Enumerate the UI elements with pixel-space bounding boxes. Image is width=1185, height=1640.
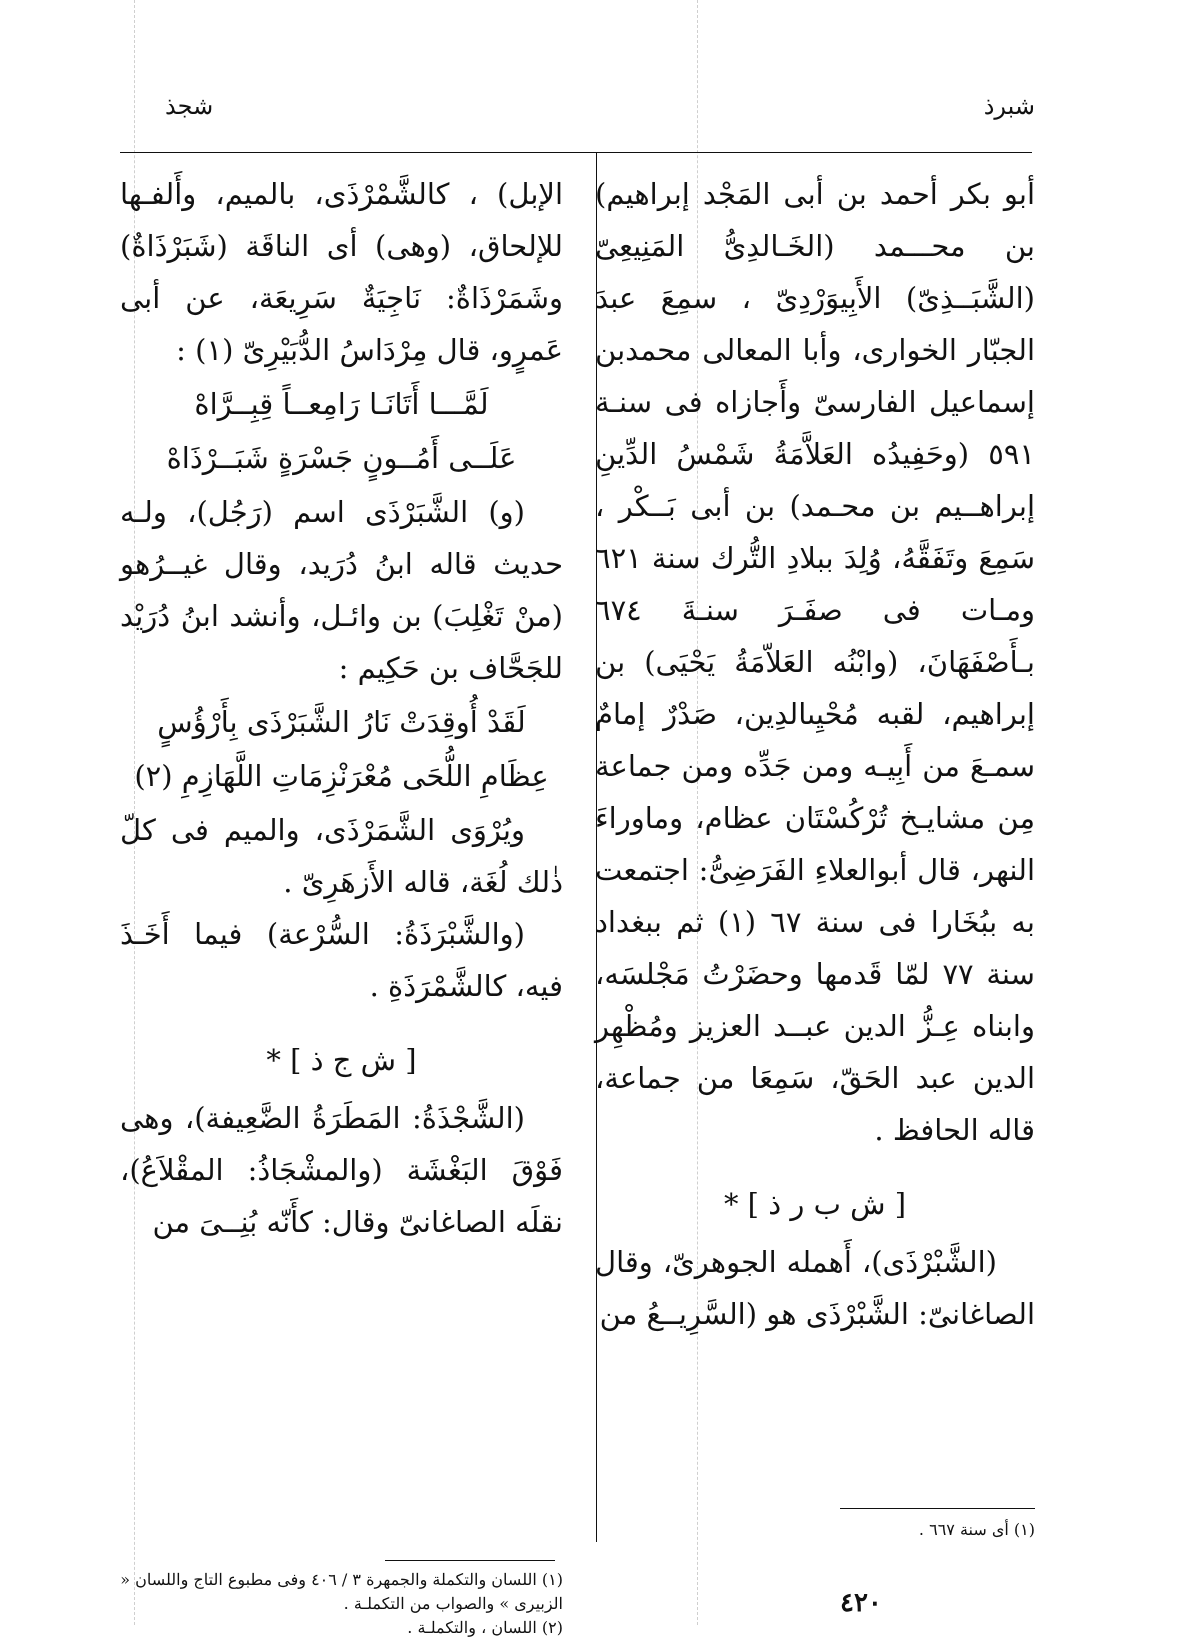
- verse-1-line-1: لَمَّـــا أَتَانَـا رَامِعــاً قِبِــرَّاهْ: [194, 387, 489, 421]
- entry-heading-shbrdh: [ ش ب ر ذ ] *: [723, 1187, 907, 1221]
- right-paragraph-2: (الشَّبْرْذَى)، أَهمله الجوهرىّ، وقال الصاغانىّ: الشَّبْرْذَى هو (السَّرِيــعُ من: [595, 1245, 1035, 1331]
- verse-1-line-2: عَلَــى أَمُــونٍ جَسْرَةٍ شَبَــرْذَاهْ: [166, 441, 517, 475]
- footnote-right-1: (١) أى سنة ٦٦٧ .: [918, 1520, 1035, 1539]
- footnote-rule-left: [385, 1560, 555, 1561]
- footnote-rule-right: [840, 1508, 1035, 1509]
- left-paragraph-3: ويُرْوَى الشَّمَرْذَى، والميم فى كلّ ذٰلك لُغَة، قاله الأَزهَرِىّ .: [120, 813, 563, 899]
- verse-2-line-2: عِظَامِ اللُّحَى مُعْرَنْزِمَاتِ اللَّهَازِمِ (٢): [134, 759, 549, 793]
- header-left-title: شجذ: [165, 92, 214, 120]
- footnote-left-1: (١) اللسان والتكملة والجمهرة ٣ / ٤٠٦ وفى مطبوع التاج واللسان « الزبيرى » والصواب من التكملـة .: [120, 1570, 563, 1613]
- footnotes-left: [120, 1568, 563, 1640]
- left-paragraph-1: الإبل) ، كالشَّمْرْذَى، بالميم، وأَلفـها للإلحاق، (وهى) أى الناقَة (شَبَرْذَاةٌ) وشَمَرْذَاةٌ: نَاجِيَةٌ سَرِيعَة، عن أبى عَمرٍو، قال مِرْدَاسُ الدُّبَيْرِىّ (١) :: [120, 177, 563, 367]
- page-header: [120, 92, 1035, 132]
- right-paragraph-1: أبو بكر أحمد بن أبى المَجْد إبراهيم) بن محـــمد (الخَـالدِىُّ المَنِيعِىّ (الشَّبَــذِىّ) الأَبِيوَرْدِىّ ، سمِعَ عبدَ الجبّار الخوارى، وأبا المعالى محمدبن إسماعيل الفارسىّ وأَجازاه فى سنـة ٥٩١ (وحَفِيدُه العَلاَّمَةُ شَمْسُ الدِّينِ إبراهــيم بن محـمد) بن أبى بَــكْر ، سَمِعَ وتَفَقَّهُ، وُلِدَ ببلادِ التُّرك سنة ٦٢١ ومـات فى صفَـرَ سنـةَ ٦٧٤ بـأَصْفَهَانَ، (وابْنُه العَلاّمَةُ يَحْيَى) بن إبراهيم، لقبه مُحْيِىالدِين، صَدْرٌ إمامٌ سمـعَ من أَبِيـه ومن جَدِّه ومن جماعة مِن مشايـخ تُرْكُسْتَان عظام، وماوراءَ النهر، قال أبوالعلاءِ الفَرَضِىُّ: اجتمعت به ببُخَارا فى سنة ٦٧ (١) ثم ببغداد سنة ٧٧ لمّا قَدمها وحضَرْتُ مَجْلسَه، وابناه عِـزُّ الدين عبــد العزيز ومُظْهِر الدين عبد الحَقّ، سَمِعَا من جماعة، قاله الحافظ .: [595, 177, 1035, 1147]
- header-rule: [120, 152, 1032, 153]
- left-column: [120, 168, 563, 1248]
- left-paragraph-5: (الشَّجْذَةُ: المَطَرَةُ الضَّعِيفة)، وهى فَوْقَ البَغْشَة (والمشْجَاذُ: المقْلاَعُ)، نقلَه الصاغانىّ وقال: كأَنّه بُنِــىَ من: [120, 1101, 563, 1239]
- header-right-title: شبرذ: [983, 92, 1035, 120]
- left-paragraph-2: (و) الشَّبَرْذَى اسم (رَجُل)، ولـه حديث قاله ابنُ دُرَيد، وقال غيــرُهو (منْ تَغْلِبَ) بن وائـل، وأنشد ابنُ دُرَيْد للجَحَّاف بن حَكِيم :: [120, 495, 563, 685]
- verse-2-line-1: لَقَدْ أُوقِدَتْ نَارُ الشَّبَرْذَى بِأَرْؤُسٍ: [157, 705, 526, 739]
- right-column: [595, 168, 1035, 1340]
- page-number: ٤٢٠: [840, 1588, 882, 1618]
- entry-heading-shjdh: [ ش ج ذ ] *: [266, 1043, 417, 1077]
- footnote-left-2: (٢) اللسان ، والتكملـة .: [407, 1618, 563, 1637]
- left-paragraph-4: (والشَّبْرَذَةُ: السُّرْعة) فيما أَخَـذَ فيه، كالشَّمْرَذَةِ .: [120, 917, 563, 1003]
- footnotes-right: [595, 1518, 1035, 1542]
